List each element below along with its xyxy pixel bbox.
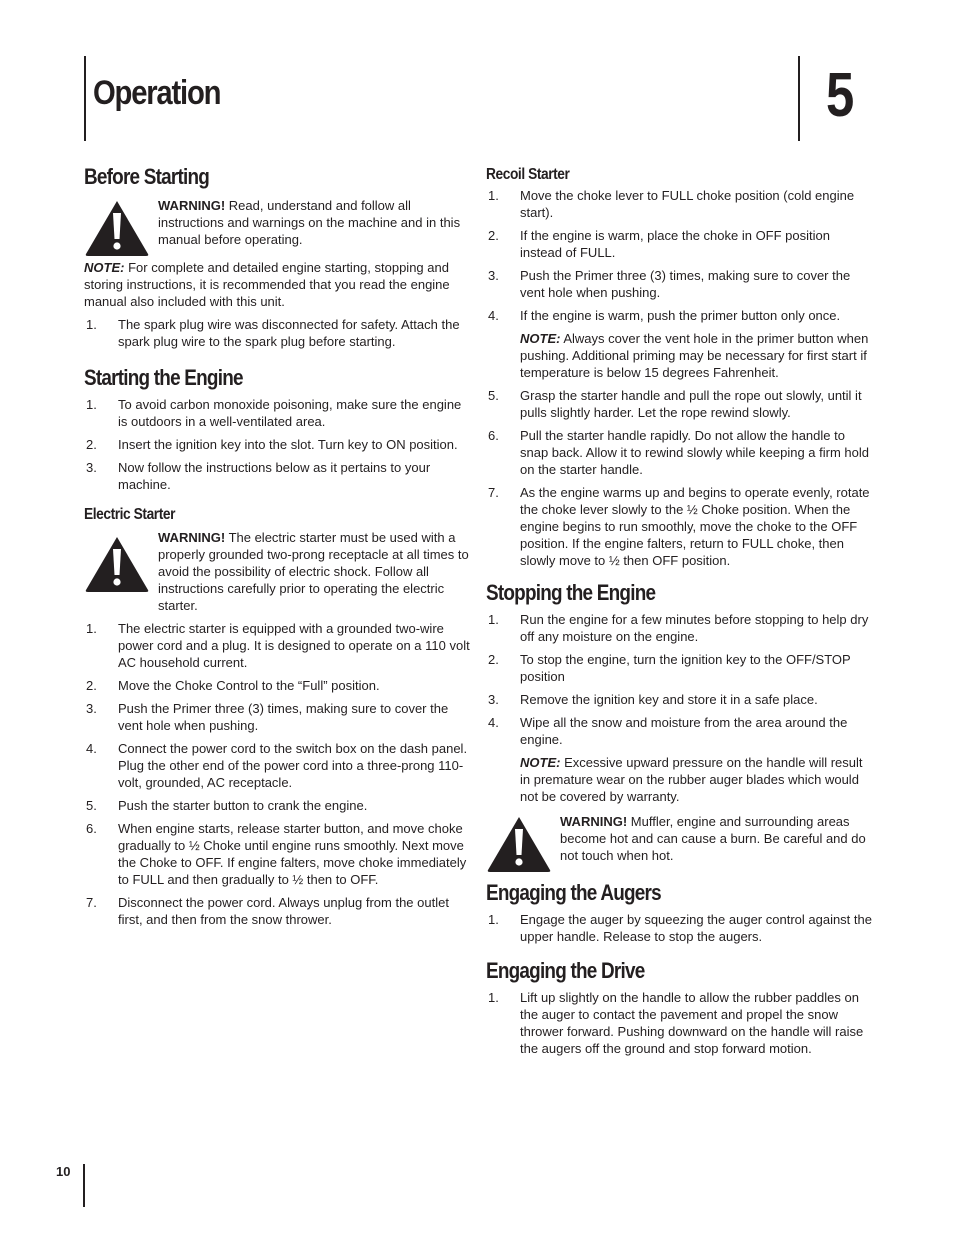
step-text: Wipe all the snow and moisture from the area around the engine. <box>520 715 848 747</box>
step-text: Push the Primer three (3) times, making sure to cover the vent hole when pushing. <box>520 268 851 300</box>
step-text: Push the starter button to crank the engine. <box>118 798 368 813</box>
step-list <box>486 187 872 569</box>
warning-text: Muffler, engine and surrounding areas become hot and can cause a burn. Be careful and do not touch when hot. <box>560 814 866 863</box>
note-text: Always cover the vent hole in the primer button when pushing. Additional priming may be necessary for first start if temperature is below 15 degrees Fahrenheit. <box>520 331 869 380</box>
list-item <box>486 307 872 381</box>
list-item <box>486 911 872 945</box>
step-text: To stop the engine, turn the ignition key to the OFF/STOP position <box>520 652 851 684</box>
step-number: 1. <box>86 397 97 412</box>
left-column <box>84 163 470 934</box>
page-number: 10 <box>56 1164 71 1179</box>
warning-triangle-icon <box>486 815 552 873</box>
step-list <box>84 316 470 350</box>
step-text: Pull the starter handle rapidly. Do not allow the handle to snap back. Allow it to rewind slowly while keeping a firm hold on the starter handle. <box>520 428 870 477</box>
step-number: 2. <box>488 652 499 667</box>
step-number: 6. <box>86 821 97 836</box>
step-number: 3. <box>86 701 97 716</box>
step-list <box>486 611 872 805</box>
step-text: Lift up slightly on the handle to allow the rubber paddles on the auger to contact the pavement and propel the snow thrower forward. Pushing downward on the handle will raise the augers off the ground and stop forward motion. <box>520 990 864 1056</box>
warning-triangle-icon <box>84 535 150 593</box>
section-engaging-drive <box>486 957 872 1057</box>
list-item <box>84 620 470 671</box>
section-heading: Engaging the Drive <box>486 958 645 983</box>
list-item <box>84 740 470 791</box>
step-text: Now follow the instructions below as it pertains to your machine. <box>118 460 431 492</box>
page-title: Operation <box>93 74 221 112</box>
list-item <box>486 387 872 421</box>
list-item <box>486 267 872 301</box>
subsection-heading: Recoil Starter <box>486 166 570 183</box>
step-list <box>486 911 872 945</box>
step-number: 3. <box>488 268 499 283</box>
step-text: When engine starts, release starter button, and move choke gradually to ½ Choke until engine runs smoothly. Next move the Choke to OFF. If engine falters, move choke immediately to FULL and then gradually to ½ then to OFF. <box>118 821 467 887</box>
list-item <box>486 989 872 1057</box>
footer-rule <box>83 1164 85 1207</box>
step-number: 2. <box>488 228 499 243</box>
step-number: 7. <box>488 485 499 500</box>
note-label: NOTE: <box>520 331 561 346</box>
step-number: 4. <box>488 715 499 730</box>
step-list <box>84 620 470 928</box>
step-list <box>84 396 470 493</box>
right-column <box>486 163 872 1063</box>
step-number: 6. <box>488 428 499 443</box>
chapter-rule <box>798 56 800 141</box>
list-item <box>486 611 872 645</box>
section-heading: Stopping the Engine <box>486 580 656 605</box>
step-text: Insert the ignition key into the slot. Turn key to ON position. <box>118 437 458 452</box>
warning-block <box>84 197 470 253</box>
step-list <box>486 989 872 1057</box>
step-text: Connect the power cord to the switch box on the dash panel. Plug the other end of the power cord into a three-prong 110-volt, grounded, AC receptacle. <box>118 741 468 790</box>
note <box>520 330 872 381</box>
step-text: The electric starter is equipped with a grounded two-wire power cord and a plug. It is designed to operate on a 110 volt AC household current. <box>118 621 470 670</box>
step-number: 2. <box>86 678 97 693</box>
step-number: 1. <box>488 990 499 1005</box>
list-item <box>84 459 470 493</box>
step-text: To avoid carbon monoxide poisoning, make sure the engine is outdoors in a well-ventilated area. <box>118 397 462 429</box>
step-text: Engage the auger by squeezing the auger control against the upper handle. Release to stop the augers. <box>520 912 872 944</box>
step-number: 5. <box>86 798 97 813</box>
warning-label: WARNING! <box>158 198 226 213</box>
step-number: 1. <box>86 317 97 332</box>
section-heading: Before Starting <box>84 164 210 189</box>
step-text: The spark plug wire was disconnected for safety. Attach the spark plug wire to the spark plug before starting. <box>118 317 460 349</box>
step-text: Move the choke lever to FULL choke position (cold engine start). <box>520 188 855 220</box>
list-item <box>84 436 470 453</box>
step-number: 1. <box>488 612 499 627</box>
warning-block <box>84 529 470 614</box>
note-label: NOTE: <box>84 260 125 275</box>
list-item <box>486 227 872 261</box>
section-engaging-augers <box>486 879 872 945</box>
section-electric-starter <box>84 503 470 928</box>
note <box>520 754 872 805</box>
step-number: 4. <box>86 741 97 756</box>
chapter-number: 5 <box>826 61 855 130</box>
title-rule <box>84 56 86 141</box>
step-text: As the engine warms up and begins to operate evenly, rotate the choke lever slowly to the ½ Choke position. When the engine begins to run smoothly, move the choke to the OFF position. If the engine falters, return to FULL choke, then slowly move to ½ then OFF position. <box>520 485 870 568</box>
section-stopping-engine <box>486 579 872 869</box>
step-number: 1. <box>488 188 499 203</box>
warning-label: WARNING! <box>158 530 226 545</box>
list-item <box>486 484 872 569</box>
warning-block <box>486 813 872 869</box>
step-number: 1. <box>86 621 97 636</box>
step-text: Grasp the starter handle and pull the rope out slowly, until it pulls slightly harder. Let the rope rewind slowly. <box>520 388 862 420</box>
step-text: Run the engine for a few minutes before stopping to help dry off any moisture on the engine. <box>520 612 869 644</box>
step-text: Move the Choke Control to the “Full” position. <box>118 678 380 693</box>
step-number: 7. <box>86 895 97 910</box>
list-item <box>486 427 872 478</box>
list-item <box>84 700 470 734</box>
note-text: Excessive upward pressure on the handle will result in premature wear on the rubber auger blades which would not be covered by warranty. <box>520 755 863 804</box>
step-number: 1. <box>488 912 499 927</box>
list-item <box>486 691 872 708</box>
step-number: 5. <box>488 388 499 403</box>
warning-text: Read, understand and follow all instructions and warnings on the machine and in this manual before operating. <box>158 198 461 247</box>
section-heading: Engaging the Augers <box>486 880 661 905</box>
step-text: Remove the ignition key and store it in a safe place. <box>520 692 818 707</box>
section-heading: Starting the Engine <box>84 365 243 390</box>
section-starting-engine <box>84 364 470 493</box>
warning-text: The electric starter must be used with a properly grounded two-prong receptacle at all times to avoid the possibility of electric shock. Follow all instructions carefully prior to operating the electric starter. <box>158 530 469 613</box>
step-text: Disconnect the power cord. Always unplug from the outlet first, and then from the snow thrower. <box>118 895 449 927</box>
list-item <box>486 651 872 685</box>
step-number: 2. <box>86 437 97 452</box>
list-item <box>486 187 872 221</box>
step-text: If the engine is warm, push the primer button only once. <box>520 308 841 323</box>
note-label: NOTE: <box>520 755 561 770</box>
warning-triangle-icon <box>84 199 150 257</box>
section-recoil-starter <box>486 163 872 569</box>
warning-label: WARNING! <box>560 814 628 829</box>
section-before-starting <box>84 163 470 350</box>
step-text: If the engine is warm, place the choke in OFF position instead of FULL. <box>520 228 830 260</box>
step-number: 3. <box>488 692 499 707</box>
step-number: 3. <box>86 460 97 475</box>
list-item <box>84 820 470 888</box>
list-item <box>84 797 470 814</box>
step-number: 4. <box>488 308 499 323</box>
list-item <box>84 894 470 928</box>
subsection-heading: Electric Starter <box>84 506 176 523</box>
list-item <box>486 714 872 805</box>
note-text: For complete and detailed engine starting, stopping and storing instructions, it is recommended that you read the engine manual also included with this unit. <box>84 260 450 309</box>
list-item <box>84 316 470 350</box>
list-item <box>84 396 470 430</box>
list-item <box>84 677 470 694</box>
note <box>84 259 470 310</box>
step-text: Push the Primer three (3) times, making sure to cover the vent hole when pushing. <box>118 701 449 733</box>
